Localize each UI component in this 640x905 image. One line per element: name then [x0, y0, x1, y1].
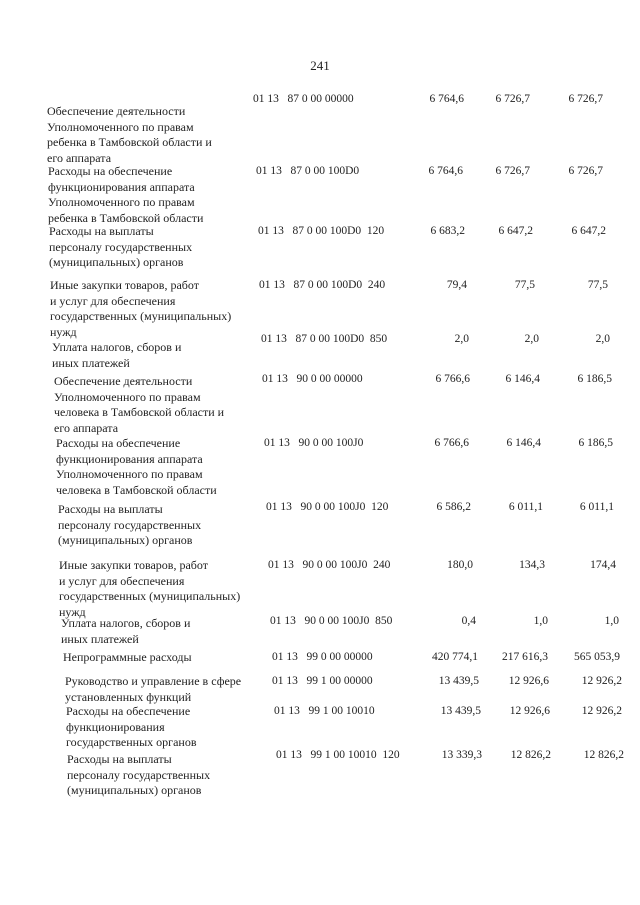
- amount-v1: 6 764,6: [429, 93, 464, 105]
- budget-code: 01 13 87 0 00 100D0: [256, 165, 360, 177]
- budget-code: 01 13 87 0 00 100D0 240: [259, 279, 386, 291]
- amount-v2: 2,0: [524, 333, 539, 345]
- expense-name: [61, 616, 281, 647]
- amount-v3: 12 826,2: [583, 749, 624, 761]
- budget-code: 01 13 87 0 00 100D0 850: [261, 333, 388, 345]
- expense-name: [56, 436, 276, 498]
- expense-name-line: и услуг для обеспечения: [50, 293, 176, 308]
- amount-v2: 77,5: [514, 279, 535, 291]
- amount-v1: 6 586,2: [436, 501, 471, 513]
- expense-name-line: Иные закупки товаров, работ: [59, 558, 208, 572]
- amount-v1: 6 683,2: [430, 225, 465, 237]
- expense-name-line: Расходы на выплаты: [58, 502, 163, 516]
- expense-name: [63, 650, 283, 666]
- expense-name-line: ребенка в Тамбовской области: [48, 210, 204, 225]
- amount-v2: 12 826,2: [510, 749, 551, 761]
- expense-name-line: Расходы на обеспечение: [48, 164, 173, 178]
- expense-name-line: функционирования аппарата: [48, 179, 195, 194]
- expense-name: [48, 164, 268, 226]
- amount-v1: 6 764,6: [428, 165, 463, 177]
- expense-name-line: Уполномоченного по правам: [48, 195, 195, 209]
- expense-name-line: человека в Тамбовской области: [56, 482, 217, 497]
- amount-v1: 13 439,5: [438, 675, 479, 687]
- expense-name: [66, 704, 286, 751]
- expense-name-line: Расходы на выплаты: [67, 752, 172, 766]
- budget-code: 01 13 90 0 00 100J0: [264, 437, 364, 449]
- expense-name-line: Расходы на обеспечение: [56, 436, 181, 450]
- expense-name-line: человека в Тамбовской области и: [54, 405, 225, 419]
- expense-name-line: Непрограммные расходы: [63, 650, 192, 664]
- expense-name-line: функционирования: [66, 719, 165, 734]
- amount-v1: 13 339,3: [441, 749, 482, 761]
- expense-name-line: Иные закупки товаров, работ: [50, 278, 199, 292]
- budget-code: 01 13 87 0 00 100D0 120: [258, 225, 385, 237]
- expense-name-line: (муниципальных) органов: [67, 783, 202, 797]
- budget-code: 01 13 99 1 00 00000: [272, 675, 373, 687]
- expense-name-line: (муниципальных) органов: [49, 255, 184, 269]
- amount-v2: 6 647,2: [498, 225, 533, 237]
- expense-name-line: Уполномоченного по правам: [47, 119, 194, 134]
- amount-v1: 6 766,6: [435, 373, 470, 385]
- page-number: 241: [310, 58, 330, 73]
- expense-name-line: Уполномоченного по правам: [56, 467, 203, 481]
- amount-v3: 1,0: [604, 615, 619, 627]
- amount-v1: 180,0: [447, 559, 473, 571]
- budget-code: 01 13 99 1 00 10010 120: [276, 749, 400, 761]
- expense-name-line: его аппарата: [54, 420, 119, 435]
- expense-name: [47, 104, 267, 166]
- amount-v2: 12 926,6: [509, 705, 550, 717]
- expense-name-line: Обеспечение деятельности: [54, 374, 193, 388]
- budget-code: 01 13 90 0 00 00000: [262, 373, 363, 385]
- expense-name: [50, 278, 270, 340]
- expense-name-line: ребенка в Тамбовской области и: [47, 135, 212, 149]
- amount-v3: 12 926,2: [581, 705, 622, 717]
- amount-v2: 12 926,6: [508, 675, 549, 687]
- expense-name-line: государственных (муниципальных): [50, 309, 232, 323]
- amount-v3: 6 011,1: [579, 501, 614, 513]
- amount-v1: 6 766,6: [434, 437, 469, 449]
- expense-name-line: персоналу государственных: [49, 239, 193, 254]
- expense-name-line: иных платежей: [61, 631, 139, 646]
- budget-code: 01 13 99 1 00 10010: [274, 705, 375, 717]
- expense-name: [59, 558, 279, 620]
- budget-code: 01 13 90 0 00 100J0 240: [268, 559, 391, 571]
- expense-name-line: функционирования аппарата: [56, 451, 203, 466]
- amount-v3: 6 186,5: [578, 437, 613, 449]
- amount-v1: 2,0: [454, 333, 469, 345]
- expense-name: [52, 340, 272, 371]
- budget-code: 01 13 90 0 00 100J0 120: [266, 501, 389, 513]
- amount-v2: 6 146,4: [505, 373, 540, 385]
- amount-v1: 13 439,5: [440, 705, 481, 717]
- expense-name-line: нужд: [50, 324, 77, 339]
- expense-name-line: Уполномоченного по правам: [54, 389, 201, 404]
- amount-v3: 77,5: [587, 279, 608, 291]
- expense-name-line: персоналу государственных: [58, 517, 202, 532]
- expense-name-line: государственных (муниципальных): [59, 589, 241, 603]
- expense-name-line: нужд: [59, 604, 86, 619]
- expense-name-line: иных платежей: [52, 355, 130, 370]
- budget-code: 01 13 99 0 00 00000: [272, 651, 373, 663]
- amount-v3: 6 647,2: [571, 225, 606, 237]
- amount-v3: 565 053,9: [574, 651, 620, 663]
- expense-name: [54, 374, 274, 436]
- expense-name-line: установленных функций: [65, 689, 192, 704]
- expense-name-line: и услуг для обеспечения: [59, 573, 185, 588]
- amount-v2: 134,3: [519, 559, 545, 571]
- expense-name-line: Уплата налогов, сборов и: [61, 616, 191, 630]
- expense-name-line: Расходы на обеспечение: [66, 704, 191, 718]
- expense-name-line: Уплата налогов, сборов и: [52, 340, 182, 354]
- expense-name: [65, 674, 285, 705]
- expense-name-line: Руководство и управление в сфере: [65, 674, 242, 688]
- amount-v2: 6 146,4: [506, 437, 541, 449]
- amount-v3: 6 726,7: [568, 165, 603, 177]
- amount-v1: 420 774,1: [432, 651, 478, 663]
- expense-name-line: (муниципальных) органов: [58, 533, 193, 547]
- amount-v3: 12 926,2: [581, 675, 622, 687]
- amount-v3: 6 186,5: [577, 373, 612, 385]
- expense-name-line: Обеспечение деятельности: [47, 104, 186, 118]
- amount-v3: 6 726,7: [568, 93, 603, 105]
- amount-v3: 2,0: [595, 333, 610, 345]
- amount-v2: 6 011,1: [508, 501, 543, 513]
- expense-name: [49, 224, 269, 271]
- amount-v3: 174,4: [590, 559, 616, 571]
- amount-v2: 217 616,3: [502, 651, 548, 663]
- expense-name: [58, 502, 278, 549]
- budget-code: 01 13 87 0 00 00000: [253, 93, 354, 105]
- amount-v1: 0,4: [461, 615, 476, 627]
- budget-code: 01 13 90 0 00 100J0 850: [270, 615, 393, 627]
- amount-v2: 6 726,7: [495, 165, 530, 177]
- amount-v2: 1,0: [533, 615, 548, 627]
- expense-name-line: персоналу государственных: [67, 767, 211, 782]
- amount-v1: 79,4: [446, 279, 467, 291]
- expense-name-line: государственных органов: [66, 735, 197, 749]
- expense-name-line: его аппарата: [47, 150, 112, 165]
- amount-v2: 6 726,7: [495, 93, 530, 105]
- expense-name: [67, 752, 287, 799]
- expense-name-line: Расходы на выплаты: [49, 224, 154, 238]
